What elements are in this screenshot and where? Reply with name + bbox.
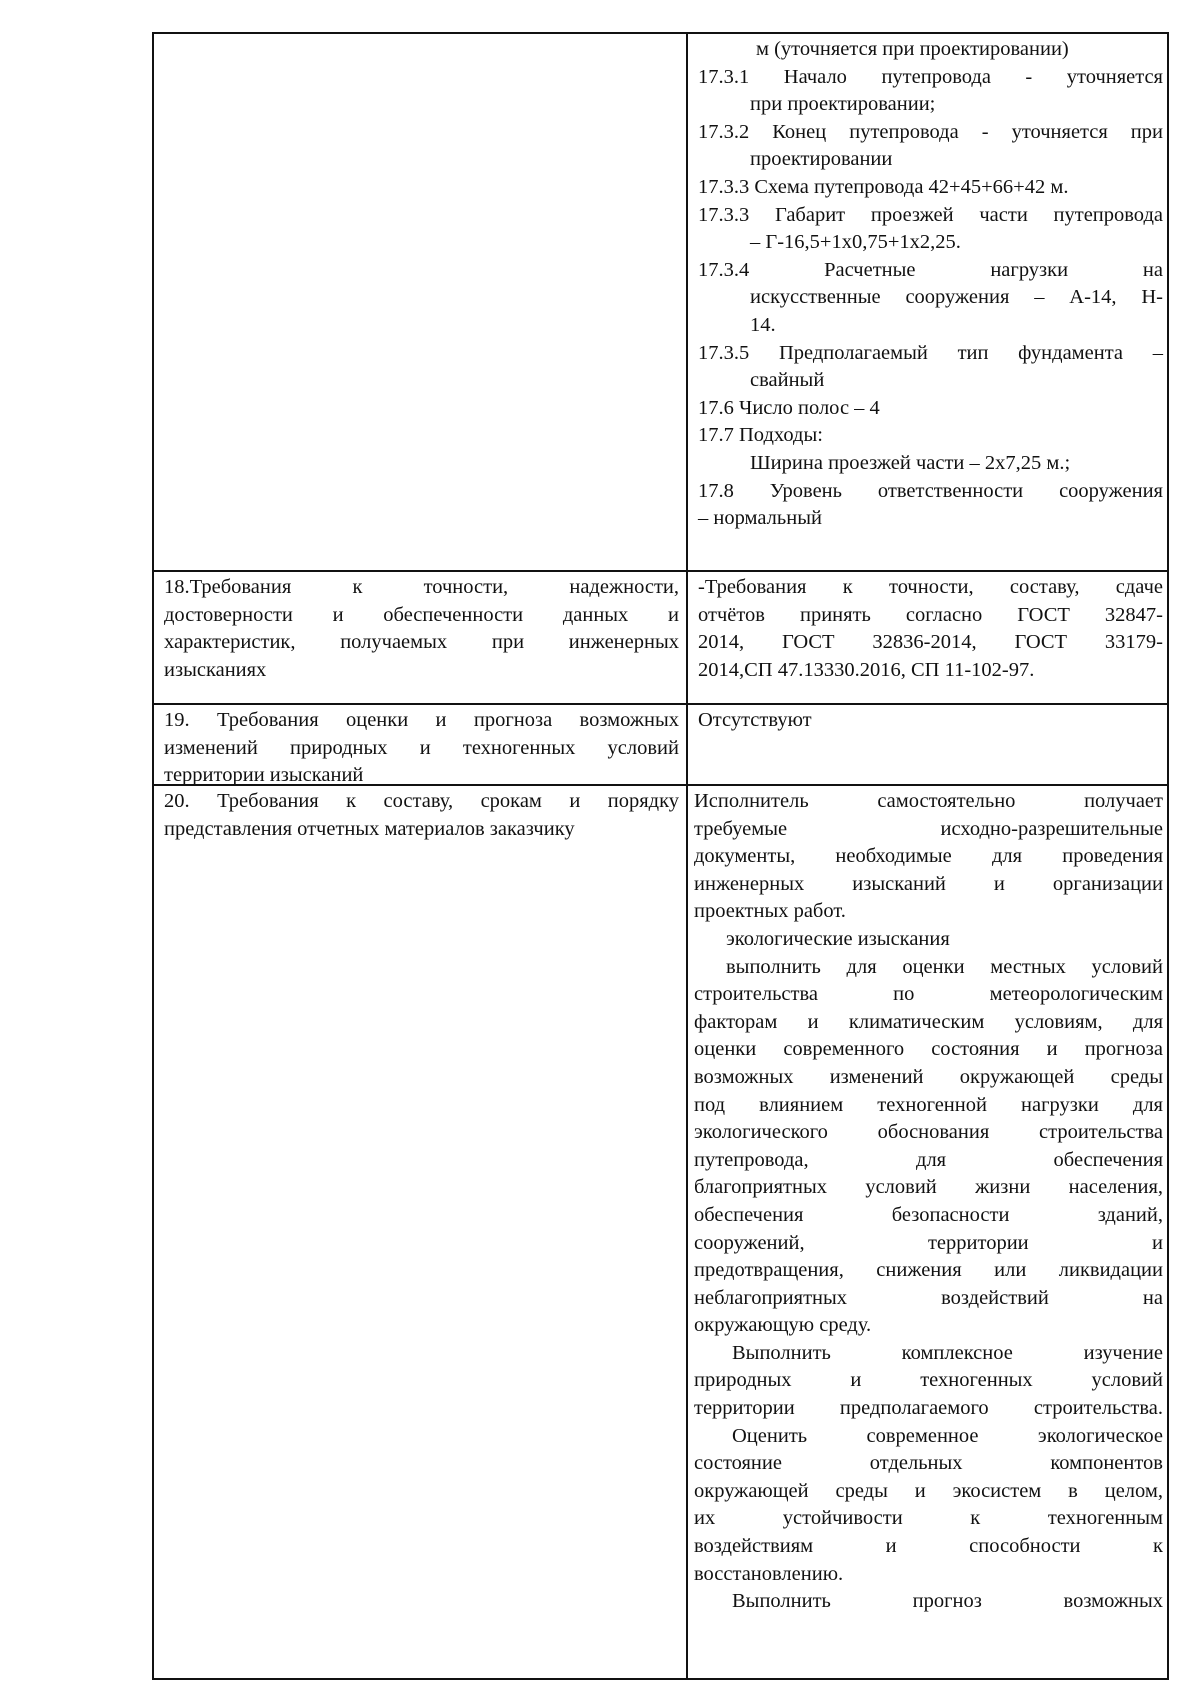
text-line: 18.Требования к точности, надежности, [164,576,679,598]
text-line: Исполнитель самостоятельно получает [694,790,1163,812]
text-line: документы, необходимые для проведения [694,845,1163,868]
text-line: 17.3.2 Конец путепровода - уточняется при [698,120,1163,143]
text-line: 17.3.3 Габарит проезжей части путепровода [698,203,1163,226]
text-line: территории изысканий [164,764,364,787]
text-line: Ширина проезжей части – 2х7,25 м.; [750,451,1071,474]
text-line: требуемые исходно-разрешительные [694,817,1163,840]
text-line: Отсутствуют [698,709,812,731]
text-line: – Г-16,5+1х0,75+1х2,25. [750,231,961,254]
text-line: 17.3.1 Начало путепровода - уточняется [698,65,1163,88]
text-line: путепровода, для обеспечения [694,1148,1163,1171]
text-line: представления отчетных материалов заказчику [164,817,575,840]
text-line: м (уточняется при проектировании) [756,38,1069,60]
text-line: изысканиях [164,658,267,681]
text-line: состояние отдельных компонентов [694,1452,1163,1475]
text-line: территории предполагаемого строительства. [694,1397,1163,1420]
text-line: -Требования к точности, составу, сдаче [698,576,1163,598]
row19-requirement-cell [164,707,679,790]
text-line: экологического обоснования строительства [694,1121,1163,1144]
text-line: свайный [750,369,825,392]
section17-value-cell [698,36,1163,533]
text-line: 17.3.3 Схема путепровода 42+45+66+42 м. [698,175,1069,198]
text-line: искусственные сооружения – А-14, Н- [750,286,1163,309]
text-line: проектных работ. [694,900,846,923]
text-line: – нормальный [698,507,822,530]
section-subheading: экологические изыскания [726,927,950,950]
text-line: окружающую среду. [694,1314,872,1337]
text-line: воздействиям и способности к [694,1535,1163,1558]
text-line: 17.6 Число полос – 4 [698,396,880,419]
text-line: окружающей среды и экосистем в целом, [694,1479,1163,1502]
text-line: инженерных изысканий и организации [694,872,1163,895]
text-line: выполнить для оценки местных условий [726,955,1163,978]
text-line: изменений природных и техногенных условий [164,736,679,759]
column-divider [686,34,688,1678]
text-line: возможных изменений окружающей среды [694,1065,1163,1088]
text-line: характеристик, получаемых при инженерных [164,631,679,654]
text-line: отчётов принять согласно ГОСТ 32847- [698,603,1163,626]
text-line: 19. Требования оценки и прогноза возможных [164,709,679,731]
row18-value-cell [698,574,1163,684]
text-line: при проектировании; [750,93,936,116]
text-line: 14. [750,313,776,336]
text-line: благоприятных условий жизни населения, [694,1176,1163,1199]
text-line: неблагоприятных воздействий на [694,1286,1163,1309]
requirements-table [152,32,1169,1680]
text-line: 17.8 Уровень ответственности сооружения [698,479,1163,502]
text-line: достоверности и обеспеченности данных и [164,603,679,626]
text-line: под влиянием техногенной нагрузки для [694,1093,1163,1116]
row-divider-18 [154,570,1167,572]
text-line: Выполнить комплексное изучение [732,1341,1163,1364]
text-line: предотвращения, снижения или ликвидации [694,1259,1163,1282]
text-line: 17.3.4 Расчетные нагрузки на [698,258,1163,281]
text-line: обеспечения безопасности зданий, [694,1203,1163,1226]
text-line: оценки современного состояния и прогноза [694,1038,1163,1061]
text-line: восстановлению. [694,1562,844,1585]
text-line: природных и техногенных условий [694,1369,1163,1392]
text-line: факторам и климатическим условиям, для [694,1010,1163,1033]
text-line: строительства по метеорологическим [694,983,1163,1006]
text-line: 20. Требования к составу, срокам и порядку [164,790,679,812]
text-line: Выполнить прогноз возможных [732,1590,1163,1613]
text-line: проектировании [750,148,893,171]
row19-value-cell [698,707,1163,735]
row18-requirement-cell [164,574,679,684]
text-line: 17.7 Подходы: [698,424,823,447]
text-line: Оценить современное экологическое [732,1424,1163,1447]
row-divider-19 [154,703,1167,705]
row20-requirement-cell [164,788,679,843]
text-line: 17.3.5 Предполагаемый тип фундамента – [698,341,1163,364]
row20-value-cell [694,788,1163,1616]
text-line: сооружений, территории и [694,1231,1163,1254]
text-line: 2014,СП 47.13330.2016, СП 11-102-97. [698,658,1035,681]
text-line: 2014, ГОСТ 32836-2014, ГОСТ 33179- [698,631,1163,654]
text-line: их устойчивости к техногенным [694,1507,1163,1530]
